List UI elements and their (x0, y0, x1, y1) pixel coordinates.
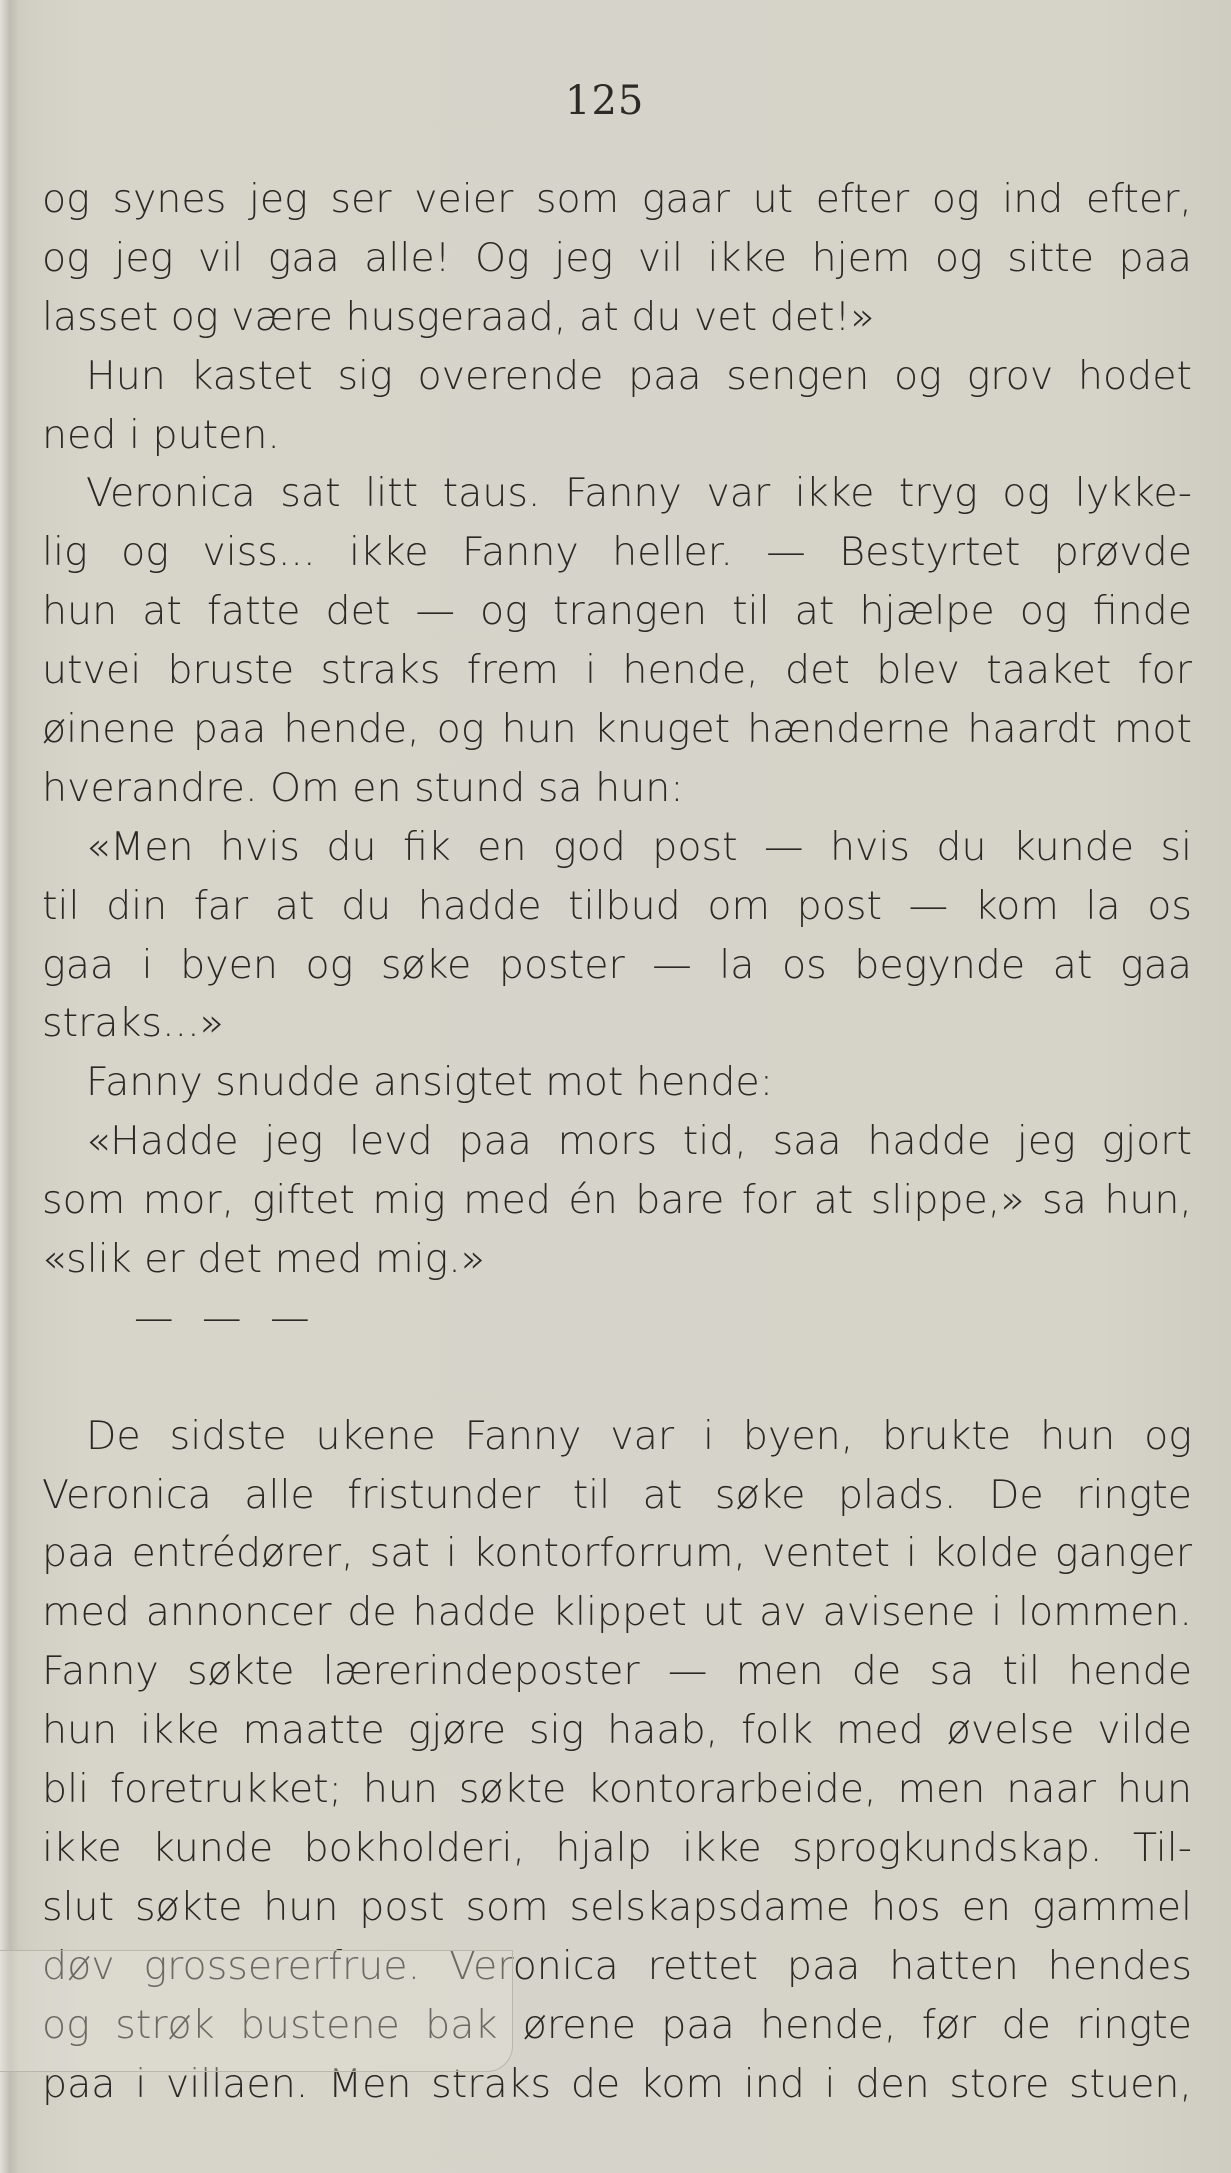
text-line: paa i villaen. Men straks de kom ind i den store stuen, (42, 2060, 1192, 2107)
text-line: og synes jeg ser veier som gaar ut efter og ind efter, (42, 176, 1192, 222)
paragraphs-after-break (42, 1407, 1192, 2114)
text-line: hun ikke maatte gjøre sig haab, folk med øvelse vilde (42, 1707, 1192, 1754)
text-line: Hun kastet sig overende paa sengen og grov hodet (86, 352, 1192, 399)
text-line: paa entrédører, sat i kontorforrum, ventet i kolde ganger (42, 1530, 1192, 1577)
text-line: Fanny snudde ansigtet mot hende: (86, 1059, 774, 1106)
page-spine-shadow (0, 0, 18, 2173)
text-line: Veronica alle fristunder til at søke plads. De ringte (42, 1471, 1192, 1518)
text-line: som mor, giftet mig med én bare for at slippe,» sa hun, (42, 1177, 1192, 1224)
text-line: slut søkte hun post som selskapsdame hos en gammel (42, 1883, 1192, 1930)
text-line: bli foretrukket; hun søkte kontorarbeide, men naar hun (42, 1766, 1192, 1813)
text-line: «slik er det med mig.» (42, 1236, 485, 1283)
text-line: Veronica sat litt taus. Fanny var ikke tryg og lykke- (86, 470, 1192, 517)
body-text (42, 170, 1192, 2113)
text-line: og strøk bustene bak ørene paa hende, før de ringte (42, 2001, 1192, 2048)
text-line: utvei bruste straks frem i hende, det blev taaket for (42, 647, 1192, 694)
paragraphs-before-break (42, 170, 1192, 1289)
page-number: 125 (565, 78, 645, 124)
text-line: til din far at du hadde tilbud om post — kom la os (42, 882, 1192, 929)
text-line: øinene paa hende, og hun knuget hænderne haardt mot (42, 706, 1192, 753)
text-line: «Hadde jeg levd paa mors tid, saa hadde jeg gjort (86, 1118, 1192, 1165)
text-line: hverandre. Om en stund sa hun: (42, 764, 684, 811)
text-line: gaa i byen og søke poster — la os begynde at gaa (42, 941, 1192, 988)
text-line: ikke kunde bokholderi, hjalp ikke sprogkundskap. Til- (42, 1824, 1192, 1871)
text-line: hun at fatte det — og trangen til at hjælpe og finde (42, 588, 1192, 635)
text-line: «Men hvis du fik en god post — hvis du kunde si (86, 823, 1192, 870)
text-line: døv grossererfrue. Veronica rettet paa hatten hendes (42, 1942, 1192, 1989)
text-line: lasset og være husgeraad, at du vet det!» (42, 293, 875, 340)
blank-line (42, 1348, 1192, 1407)
text-line: De sidste ukene Fanny var i byen, brukte hun og (86, 1412, 1192, 1459)
text-line: ned i puten. (42, 411, 280, 458)
text-line: lig og viss... ikke Fanny heller. — Bestyrtet prøvde (42, 529, 1192, 576)
text-line: Fanny søkte lærerindeposter — men de sa til hende (42, 1648, 1192, 1695)
section-break: — — — (134, 1294, 318, 1341)
text-line: straks...» (42, 1000, 224, 1047)
text-line: og jeg vil gaa alle! Og jeg vil ikke hjem og sitte paa (42, 234, 1192, 281)
text-line: med annoncer de hadde klippet ut av avisene i lommen. (42, 1589, 1192, 1636)
